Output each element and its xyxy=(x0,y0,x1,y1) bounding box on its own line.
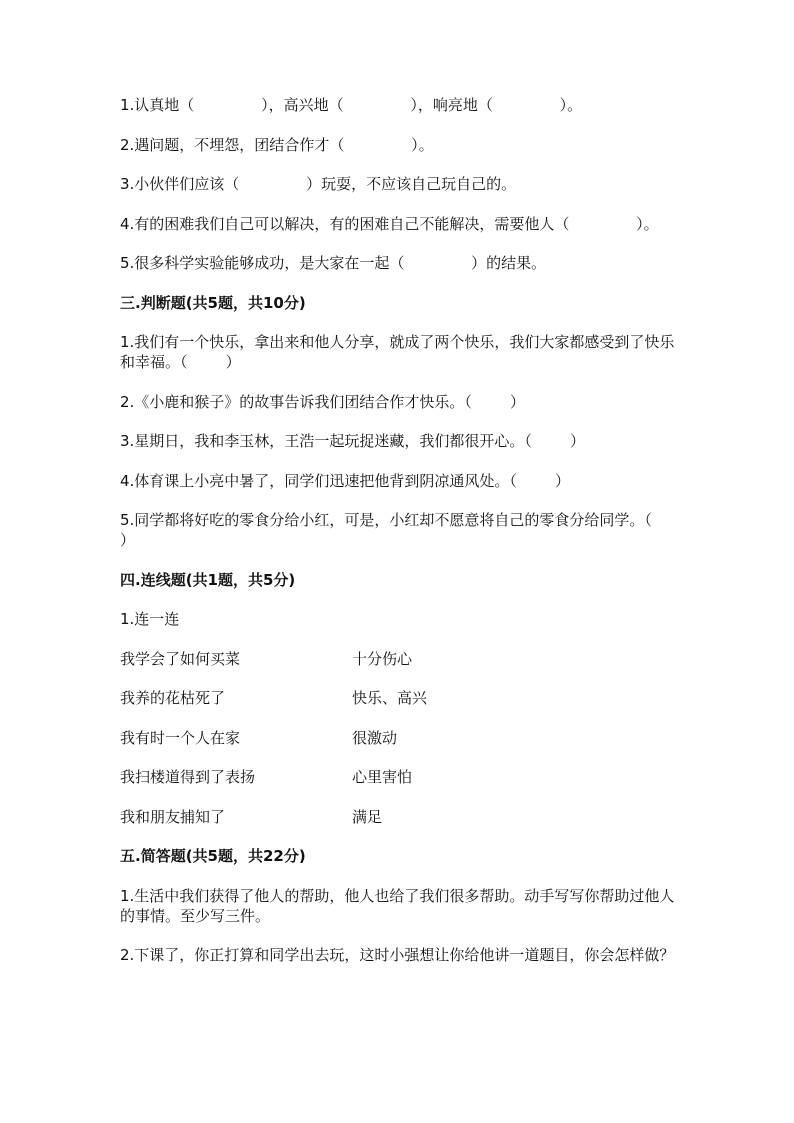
judgment-question-4: 4.体育课上小亮中暑了，同学们迅速把他背到阴凉通风处。（ ） xyxy=(120,471,570,490)
section-title-judgment: 三.判断题(共5题，共10分) xyxy=(120,293,306,312)
matching-question: 1.连一连 xyxy=(120,610,180,628)
matching-left-item: 我和朋友捕知了 xyxy=(120,807,226,826)
matching-left-item: 我有时一个人在家 xyxy=(120,728,241,747)
fill-blank-question-3: 3.小伙伴们应该（ ）玩耍，不应该自己玩自己的。 xyxy=(120,175,517,193)
matching-left-item: 我养的花枯死了 xyxy=(120,689,226,707)
fill-blank-question-4: 4.有的困难我们自己可以解决，有的困难自己不能解决，需要他人（ ）。 xyxy=(120,214,659,233)
section-title-short-answer: 五.简答题(共5题，共22分) xyxy=(120,847,306,865)
fill-blank-question-2: 2.遇问题，不埋怨，团结合作才（ ）。 xyxy=(120,135,434,154)
matching-right-item: 很激动 xyxy=(352,728,398,747)
matching-row xyxy=(120,807,680,827)
section-title-matching: 四.连线题(共1题，共5分) xyxy=(120,570,296,589)
matching-row xyxy=(120,728,680,748)
judgment-question-5: 5.同学都将好吃的零食分给小红，可是，小红却不愿意将自己的零食分给同学。（ ） xyxy=(120,511,690,549)
judgment-question-2: 2.《小鹿和猴子》的故事告诉我们团结合作才快乐。（ ） xyxy=(120,392,525,411)
matching-row xyxy=(120,649,680,669)
short-answer-question-1: 1.生活中我们获得了他人的帮助，他人也给了我们很多帮助。动手写写你帮助过他人的事情。至少写三件。 xyxy=(120,886,675,925)
worksheet-page xyxy=(120,95,690,985)
matching-left-item: 我学会了如何买菜 xyxy=(120,649,241,668)
matching-row xyxy=(120,688,680,708)
matching-right-item: 满足 xyxy=(352,807,383,826)
fill-blank-question-5: 5.很多科学实验能够成功，是大家在一起（ ）的结果。 xyxy=(120,254,547,272)
judgment-question-1: 1.我们有一个快乐，拿出来和他人分享，就成了两个快乐，我们大家都感受到了快乐和幸福。（ ） xyxy=(120,333,675,371)
fill-blank-question-1: 1.认真地（ ），高兴地（ ），响亮地（ ）。 xyxy=(120,96,583,114)
short-answer-question-2: 2.下课了，你正打算和同学出去玩，这时小强想让你给他讲一道题目，你会怎样做？ xyxy=(120,946,675,964)
matching-left-item: 我扫楼道得到了表扬 xyxy=(120,768,256,786)
matching-right-item: 十分伤心 xyxy=(352,649,413,668)
judgment-question-3: 3.星期日，我和李玉林，王浩一起玩捉迷藏，我们都很开心。（ ） xyxy=(120,432,585,450)
matching-right-item: 心里害怕 xyxy=(352,768,413,786)
matching-right-item: 快乐、高兴 xyxy=(352,689,428,707)
matching-row xyxy=(120,767,680,787)
